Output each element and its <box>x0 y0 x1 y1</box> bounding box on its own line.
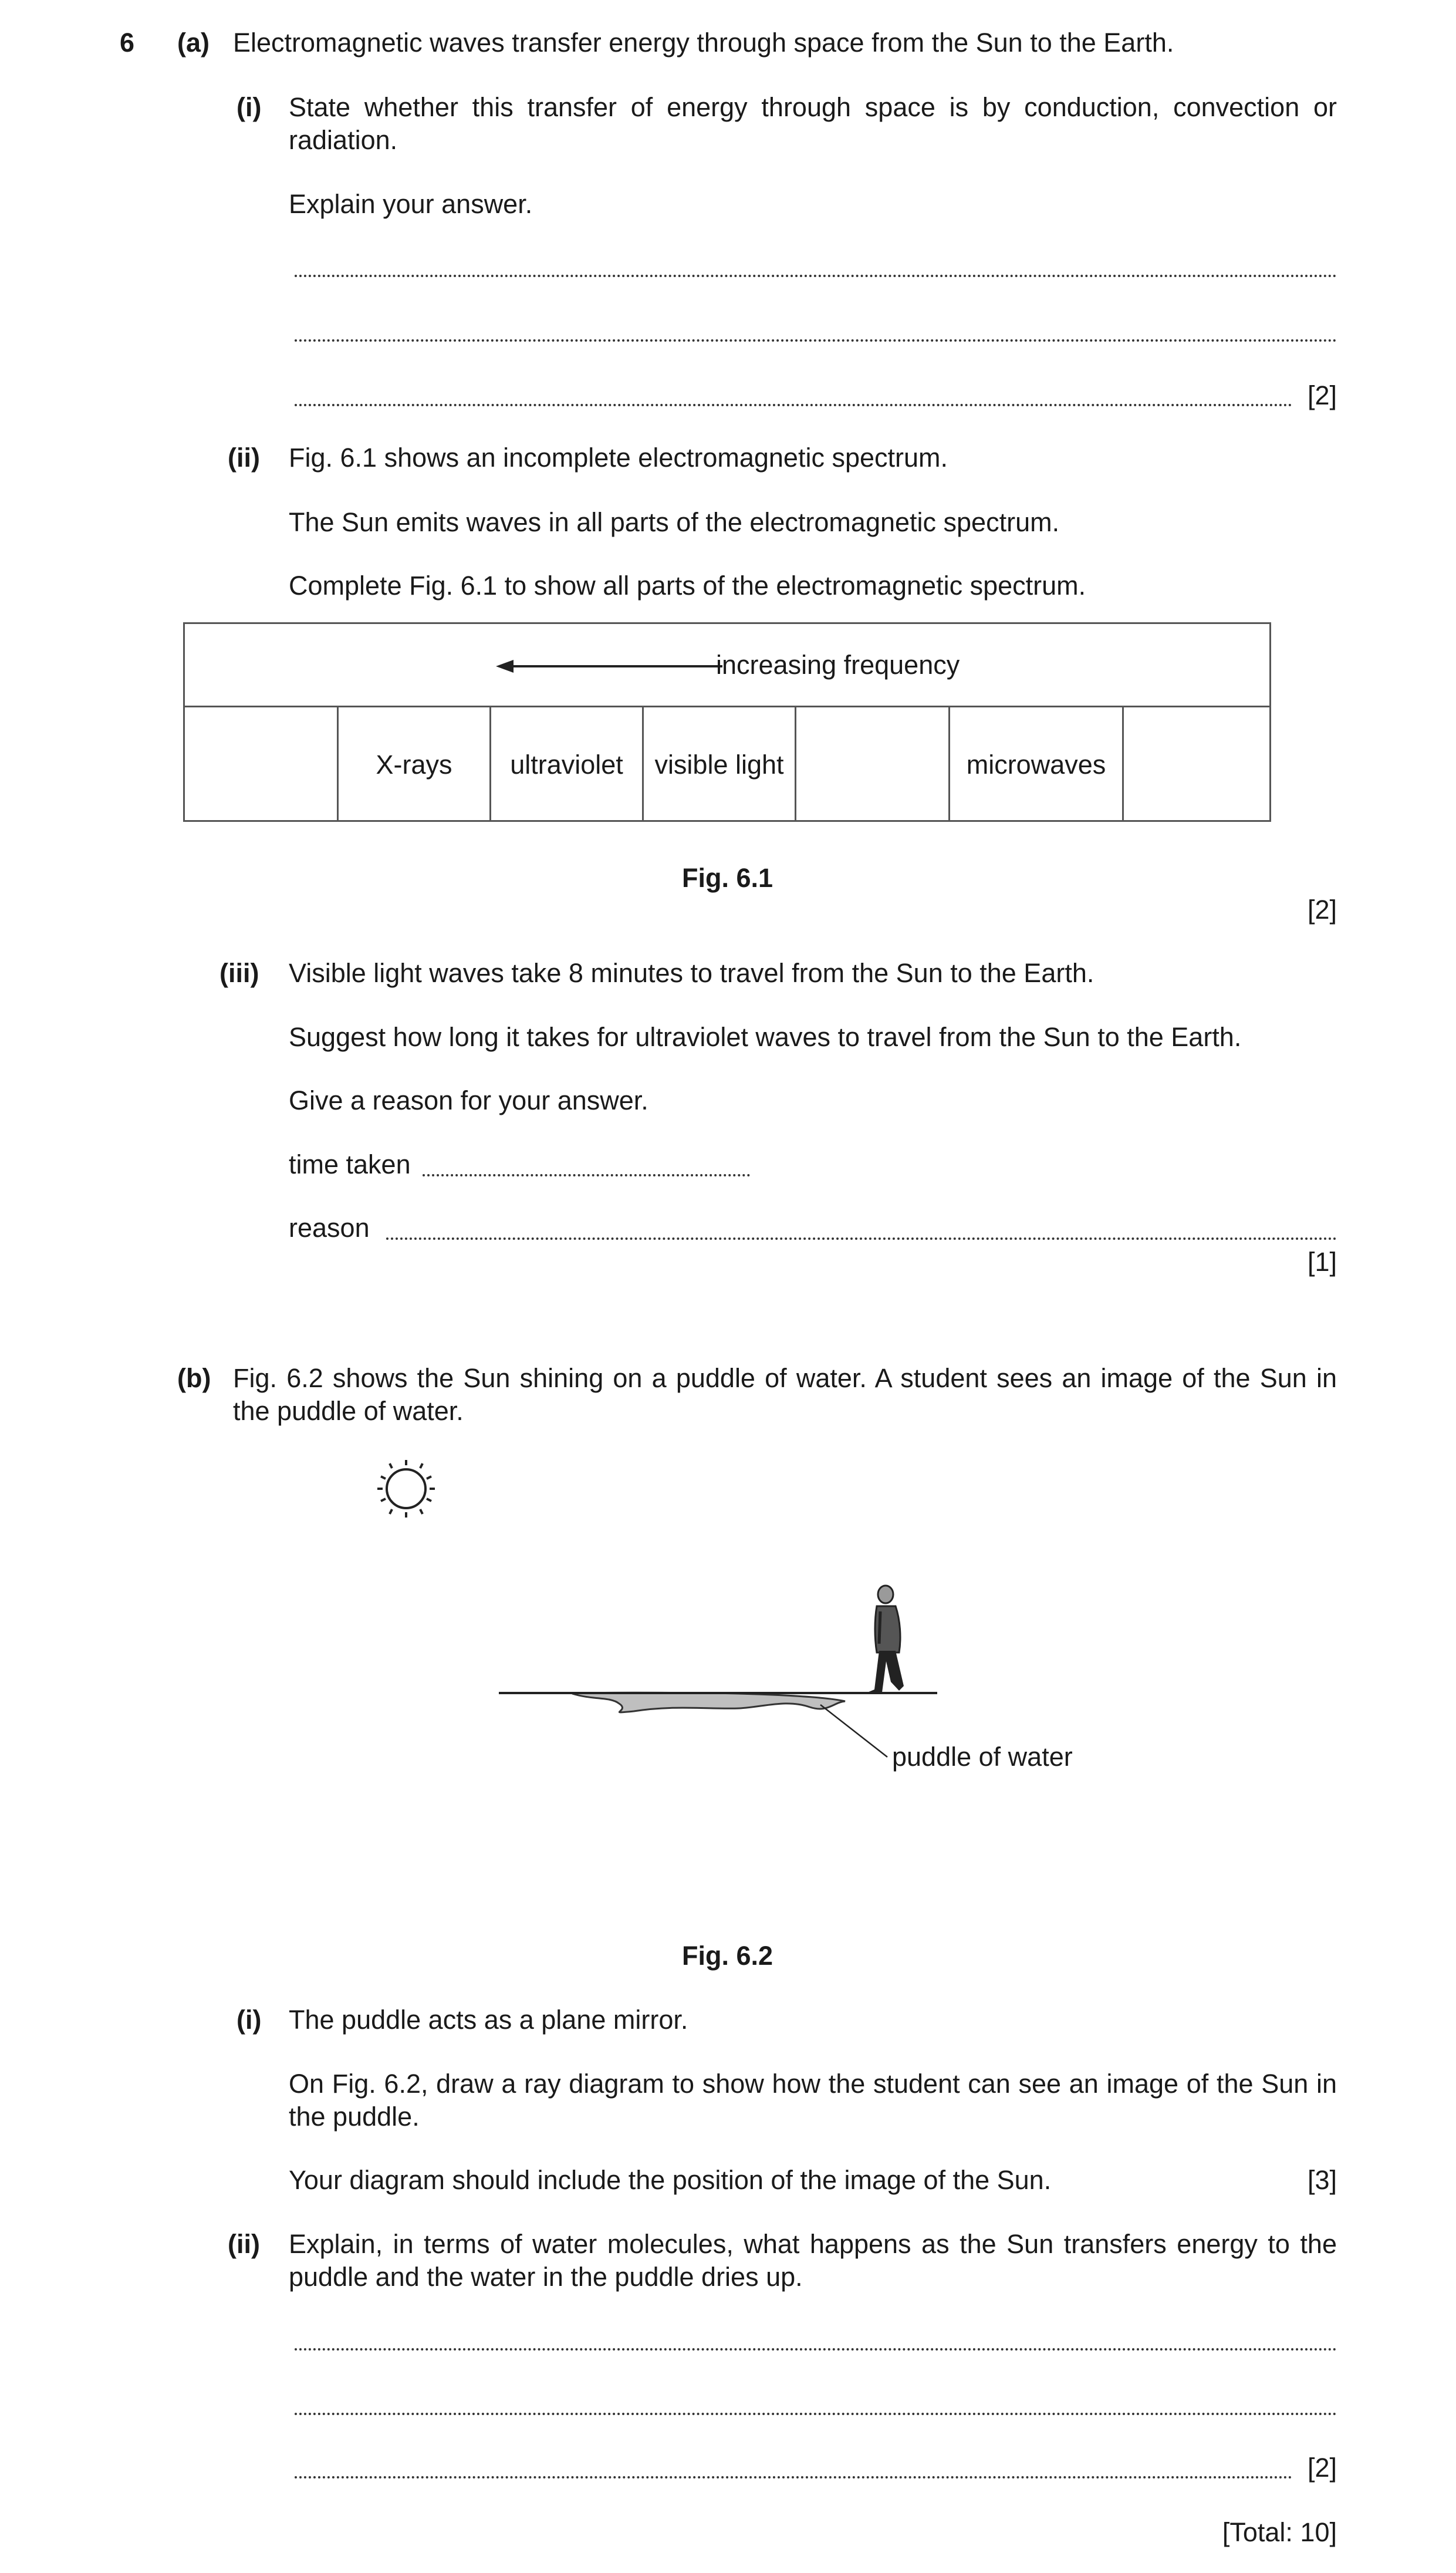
reason-label: reason <box>289 1213 370 1243</box>
puddle-label-pointer <box>820 1705 887 1757</box>
spectrum-cell-visible-light: visible light <box>644 707 796 822</box>
part-b-i-label: (i) <box>237 2005 262 2035</box>
sun-icon <box>377 1460 435 1518</box>
part-a-label: (a) <box>177 28 210 58</box>
marks: [3] <box>1307 2165 1337 2195</box>
part-b-ii-text: Explain, in terms of water molecules, what happens as the Sun transfers energy to the puddle and the water in the puddle dries up. <box>289 2229 1337 2292</box>
part-b-intro: Fig. 6.2 shows the Sun shining on a puddle of water. A student sees an image of the Sun in the puddle of water. <box>233 1363 1337 1426</box>
answer-line[interactable] <box>295 2413 1337 2415</box>
part-b-i-line1: The puddle acts as a plane mirror. <box>289 2005 688 2035</box>
part-b-ii-label: (ii) <box>228 2229 260 2259</box>
answer-line[interactable] <box>295 2476 1292 2478</box>
fig-6-2-caption: Fig. 6.2 <box>682 1941 773 1971</box>
marks: [2] <box>1307 380 1337 410</box>
part-b-label: (b) <box>177 1363 211 1393</box>
part-a-ii-label: (ii) <box>228 443 260 473</box>
marks: [2] <box>1307 895 1337 925</box>
increasing-frequency-label: increasing frequency <box>716 650 960 680</box>
part-a-ii-line2: The Sun emits waves in all parts of the electromagnetic spectrum. <box>289 507 1060 537</box>
answer-line[interactable] <box>295 2348 1337 2351</box>
part-b-i-line2: On Fig. 6.2, draw a ray diagram to show how the student can see an image of the Sun in the puddle. <box>289 2069 1337 2132</box>
spectrum-cell-ultraviolet: ultraviolet <box>491 707 644 822</box>
part-a-iii-line1: Visible light waves take 8 minutes to travel from the Sun to the Earth. <box>289 958 1094 988</box>
fig-6-1-caption: Fig. 6.1 <box>682 863 773 893</box>
spectrum-cell-x-rays: X-rays <box>339 707 491 822</box>
question-number: 6 <box>120 28 135 58</box>
part-a-iii-line2: Suggest how long it takes for ultraviolet waves to travel from the Sun to the Earth. <box>289 1022 1242 1052</box>
part-a-i-label: (i) <box>237 92 262 122</box>
spectrum-cell-microwaves: microwaves <box>950 707 1124 822</box>
puddle-of-water-label: puddle of water <box>892 1742 1073 1772</box>
part-a-ii-line3: Complete Fig. 6.1 to show all parts of the electromagnetic spectrum. <box>289 571 1086 601</box>
marks: [2] <box>1307 2453 1337 2483</box>
part-a-iii-label: (iii) <box>219 958 259 988</box>
total-marks: [Total: 10] <box>1222 2517 1337 2547</box>
puddle-shape <box>572 1692 845 1712</box>
marks: [1] <box>1307 1247 1337 1277</box>
part-a-i-prompt: Explain your answer. <box>289 189 533 219</box>
part-b-i-line3: Your diagram should include the position of the image of the Sun. <box>289 2165 1052 2195</box>
part-a-ii-line1: Fig. 6.1 shows an incomplete electromagnetic spectrum. <box>289 443 948 473</box>
part-a-iii-line3: Give a reason for your answer. <box>289 1085 648 1115</box>
time-taken-label: time taken <box>289 1149 411 1179</box>
part-a-intro: Electromagnetic waves transfer energy through space from the Sun to the Earth. <box>233 28 1174 58</box>
student-icon <box>867 1586 904 1692</box>
part-a-i-text: State whether this transfer of energy through space is by conduction, convection or radiation. <box>289 92 1337 155</box>
